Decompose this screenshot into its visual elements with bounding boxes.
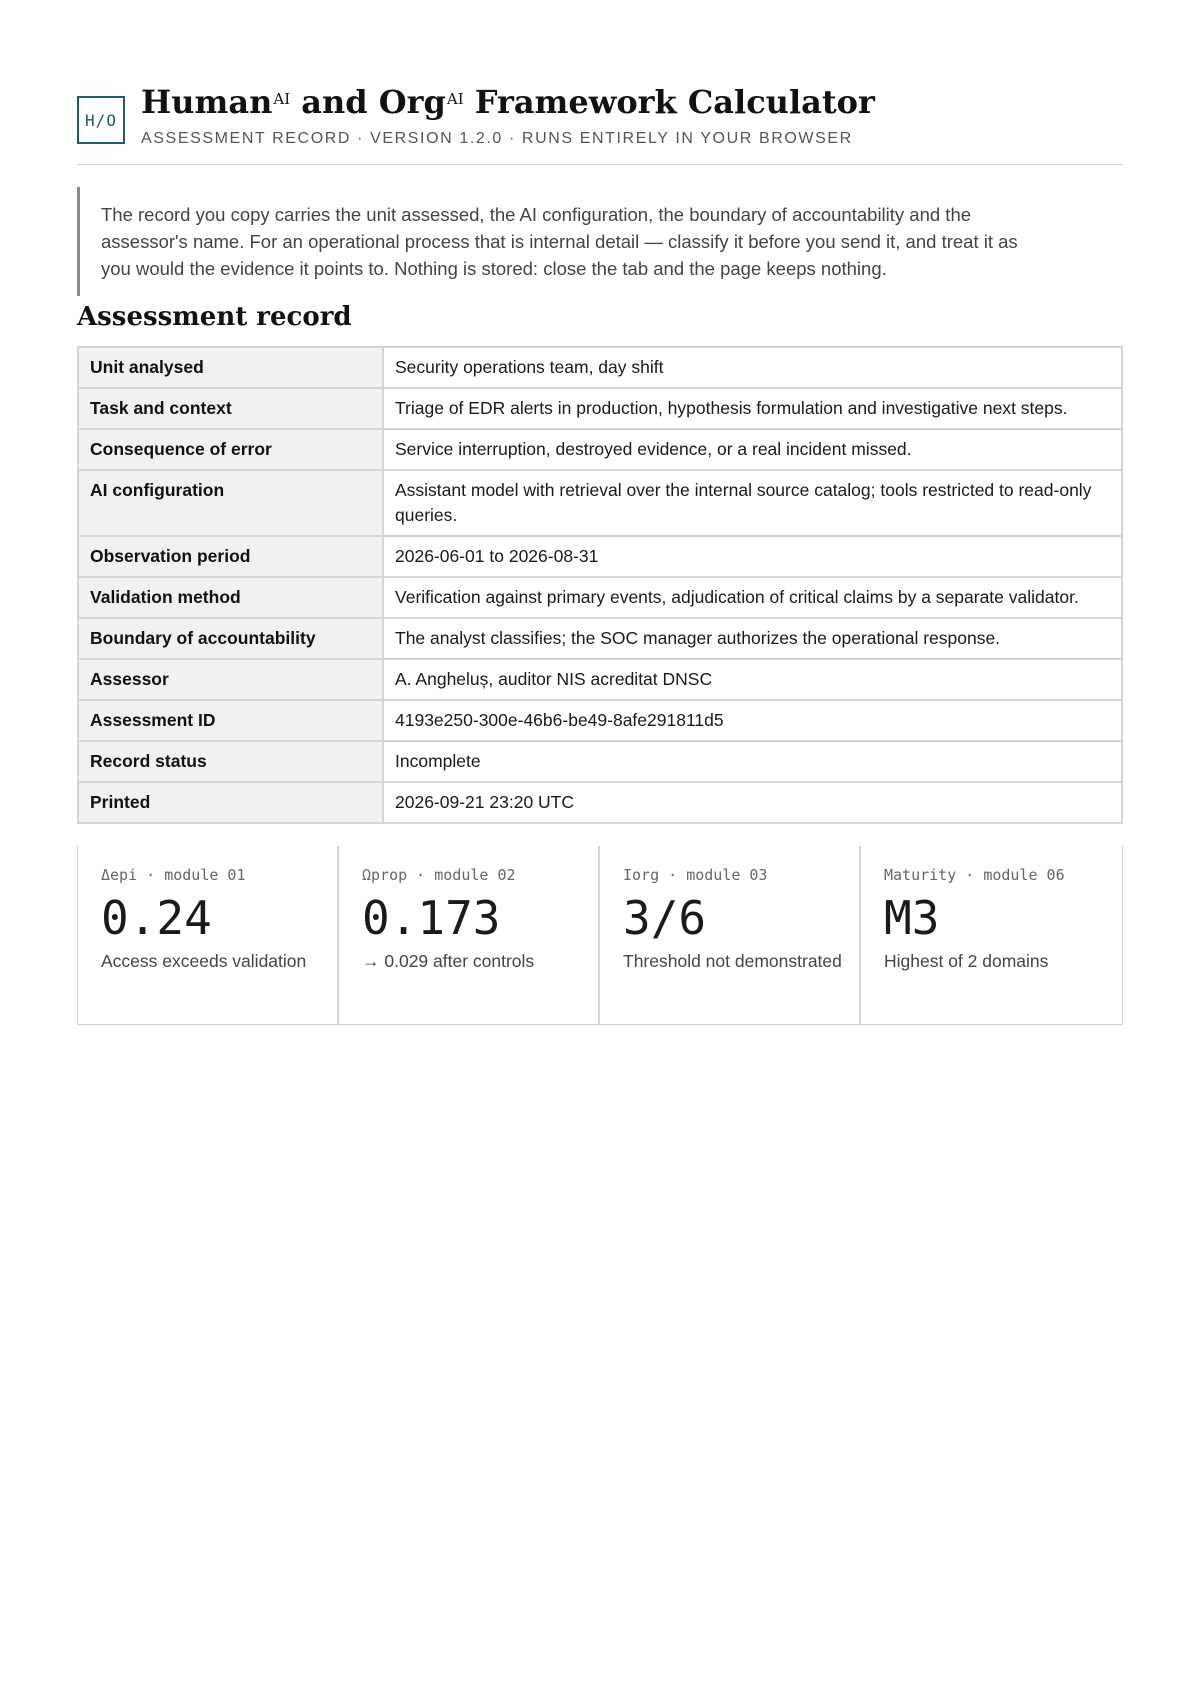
table-row [78, 618, 1122, 659]
row-value: Security operations team, day shift [383, 347, 1122, 388]
title-part-calculator: Framework Calculator [463, 83, 875, 121]
row-value: 2026-09-21 23:20 UTC [383, 782, 1122, 823]
row-label: Consequence of error [78, 429, 383, 470]
table-row [78, 659, 1122, 700]
row-value: A. Angheluș, auditor NIS acreditat DNSC [383, 659, 1122, 700]
row-value: 2026-06-01 to 2026-08-31 [383, 536, 1122, 577]
section-heading: Assessment record [77, 302, 352, 332]
metric-caption: → 0.029 after controls [362, 951, 535, 971]
row-label: Record status [78, 741, 383, 782]
metric-value: 0.24 [101, 891, 212, 945]
page-title [141, 82, 875, 122]
row-value: Assistant model with retrieval over the internal source catalog; tools restricted to read-only queries. [383, 470, 1122, 536]
page-header [77, 82, 1123, 165]
title-superscript-ai-2: AI [446, 90, 464, 108]
metric-label: Maturity · module 06 [884, 866, 1065, 884]
row-label: Assessor [78, 659, 383, 700]
metric-card [339, 846, 600, 1024]
table-row [78, 741, 1122, 782]
metric-caption: Access exceeds validation [101, 951, 307, 971]
metric-value: 0.173 [362, 891, 501, 945]
table-row [78, 347, 1122, 388]
row-label: Boundary of accountability [78, 618, 383, 659]
table-row [78, 388, 1122, 429]
metric-cards [77, 846, 1123, 1025]
row-value: The analyst classifies; the SOC manager authorizes the operational response. [383, 618, 1122, 659]
metric-card [600, 846, 861, 1024]
row-value: 4193e250-300e-46b6-be49-8afe291811d5 [383, 700, 1122, 741]
row-label: Observation period [78, 536, 383, 577]
title-superscript-ai-1: AI [273, 90, 291, 108]
metric-value: M3 [884, 891, 940, 945]
table-row [78, 577, 1122, 618]
metric-caption: Highest of 2 domains [884, 951, 1049, 971]
row-label: Unit analysed [78, 347, 383, 388]
metric-label: Ωprop · module 02 [362, 866, 516, 884]
row-value: Incomplete [383, 741, 1122, 782]
privacy-note: The record you copy carries the unit assessed, the AI configuration, the boundary of accountability and the assessor's name. For an operational process that is internal detail — classify it before you send it, and treat it as you would the evidence it points to. Nothing is stored: close the tab and the page keeps nothing. [77, 187, 1123, 296]
header-text [141, 82, 875, 148]
metric-label: Iorg · module 03 [623, 866, 768, 884]
row-label: Validation method [78, 577, 383, 618]
metric-card [78, 846, 339, 1024]
row-value: Triage of EDR alerts in production, hypothesis formulation and investigative next steps. [383, 388, 1122, 429]
row-label: Printed [78, 782, 383, 823]
table-row [78, 700, 1122, 741]
metric-value: 3/6 [623, 891, 707, 945]
title-part-org: and Org [290, 83, 446, 121]
table-row [78, 429, 1122, 470]
metric-label: Δepi · module 01 [101, 866, 246, 884]
table-row [78, 470, 1122, 536]
row-label: Task and context [78, 388, 383, 429]
row-label: Assessment ID [78, 700, 383, 741]
page-subtitle: ASSESSMENT RECORD · VERSION 1.2.0 · RUNS ENTIRELY IN YOUR BROWSER [141, 130, 853, 147]
page [77, 0, 1123, 1025]
logo: H/O [77, 96, 125, 144]
row-value: Service interruption, destroyed evidence, or a real incident missed. [383, 429, 1122, 470]
table-row [78, 536, 1122, 577]
metric-caption: Threshold not demonstrated [623, 951, 842, 971]
row-label: AI configuration [78, 470, 383, 536]
row-value: Verification against primary events, adjudication of critical claims by a separate validator. [383, 577, 1122, 618]
metric-card [861, 846, 1122, 1024]
title-part-human: Human [141, 83, 273, 121]
table-row [78, 782, 1122, 823]
assessment-record-table [77, 346, 1123, 824]
